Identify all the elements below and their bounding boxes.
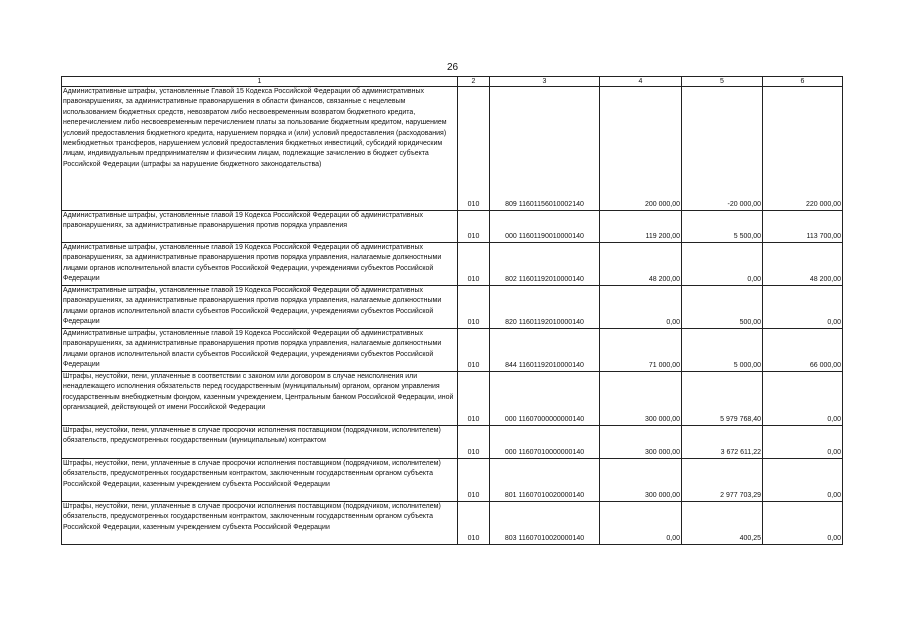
budget-revenue-table xyxy=(61,76,843,545)
budget-code-cell: 809 11601156010002140 xyxy=(490,87,600,211)
revenue-name-cell: Административные штрафы, установленные главой 19 Кодекса Российской Федерации об административных правонарушениях, за административные правонарушения против порядка управления, налагаемые должностными лицами органов исполнительной власти субъектов Российской Федерации, учреждениями субъектов Российской Федерации xyxy=(62,243,458,286)
revenue-name-cell: Штрафы, неустойки, пени, уплаченные в случае просрочки исполнения поставщиком (подрядчиком, исполнителем) обязательств, предусмотренных государственным контрактом, заключенным государственным органом субъекта Российской Федерации, казенным учреждением субъекта Российской Федерации xyxy=(62,459,458,502)
budget-code-cell: 820 11601192010000140 xyxy=(490,286,600,329)
value-cell-col4: 71 000,00 xyxy=(600,329,682,372)
budget-code-cell: 000 11607010000000140 xyxy=(490,426,600,459)
line-code-cell: 010 xyxy=(458,211,490,243)
page-number: 26 xyxy=(446,62,459,73)
budget-code-cell: 000 11601190010000140 xyxy=(490,211,600,243)
value-cell-col4: 119 200,00 xyxy=(600,211,682,243)
table-row xyxy=(62,286,843,329)
revenue-name-cell: Административные штрафы, установленные главой 19 Кодекса Российской Федерации об административных правонарушениях, за административные правонарушения против порядка управления, налагаемые должностными лицами органов исполнительной власти субъектов Российской Федерации, учреждениями субъектов Российской Федерации xyxy=(62,286,458,329)
value-cell-col6: 113 700,00 xyxy=(763,211,843,243)
table-row xyxy=(62,243,843,286)
value-cell-col4: 0,00 xyxy=(600,286,682,329)
line-code-cell: 010 xyxy=(458,329,490,372)
budget-code-cell: 000 11607000000000140 xyxy=(490,372,600,426)
column-header: 1 xyxy=(62,77,458,87)
revenue-name-cell: Административные штрафы, установленные Главой 15 Кодекса Российской Федерации об административных правонарушениях, за административные правонарушения в области финансов, связанные с нецелевым использованием бюджетных средств, невозвратом либо несвоевременным возвратом бюджетного кредита, неперечислением либо несвоевременным перечислением платы за пользование бюджетным кредитом, нарушением условий предоставления бюджетного кредита, нарушением порядка и (или) условий предоставления (расходования) межбюджетных трансферов, нарушением условий предоставления бюджетных инвестиций, субсидий юридическим лицам, индивидуальным предпринимателям и физическим лицам, подлежащие зачислению в бюджет субъекта Российской Федерации (штрафы за нарушение бюджетного законодательства) xyxy=(62,87,458,211)
line-code-cell: 010 xyxy=(458,459,490,502)
table-row xyxy=(62,211,843,243)
value-cell-col4: 300 000,00 xyxy=(600,459,682,502)
table-row xyxy=(62,459,843,502)
column-header: 3 xyxy=(490,77,600,87)
revenue-name-cell: Административные штрафы, установленные главой 19 Кодекса Российской Федерации об административных правонарушениях, за административные правонарушения против порядка управления xyxy=(62,211,458,243)
value-cell-col4: 300 000,00 xyxy=(600,372,682,426)
value-cell-col5: 5 979 768,40 xyxy=(682,372,763,426)
table-row xyxy=(62,502,843,545)
value-cell-col5: 500,00 xyxy=(682,286,763,329)
line-code-cell: 010 xyxy=(458,286,490,329)
budget-code-cell: 802 11601192010000140 xyxy=(490,243,600,286)
revenue-name-cell: Штрафы, неустойки, пени, уплаченные в случае просрочки исполнения поставщиком (подрядчиком, исполнителем) обязательств, предусмотренных государственным контрактом, заключенным государственным органом субъекта Российской Федерации, казенным учреждением субъекта Российской Федерации xyxy=(62,502,458,545)
value-cell-col5: 0,00 xyxy=(682,243,763,286)
value-cell-col5: 5 000,00 xyxy=(682,329,763,372)
value-cell-col6: 0,00 xyxy=(763,426,843,459)
value-cell-col5: 2 977 703,29 xyxy=(682,459,763,502)
value-cell-col6: 220 000,00 xyxy=(763,87,843,211)
value-cell-col6: 0,00 xyxy=(763,286,843,329)
value-cell-col5: 5 500,00 xyxy=(682,211,763,243)
value-cell-col6: 48 200,00 xyxy=(763,243,843,286)
column-header: 5 xyxy=(682,77,763,87)
line-code-cell: 010 xyxy=(458,502,490,545)
revenue-name-cell: Штрафы, неустойки, пени, уплаченные в случае просрочки исполнения поставщиком (подрядчиком, исполнителем) обязательств, предусмотренных государственным (муниципальным) контрактом xyxy=(62,426,458,459)
column-number-row xyxy=(62,77,843,87)
value-cell-col5: 400,25 xyxy=(682,502,763,545)
value-cell-col4: 0,00 xyxy=(600,502,682,545)
line-code-cell: 010 xyxy=(458,372,490,426)
line-code-cell: 010 xyxy=(458,426,490,459)
value-cell-col6: 66 000,00 xyxy=(763,329,843,372)
table-row xyxy=(62,372,843,426)
line-code-cell: 010 xyxy=(458,87,490,211)
table-row xyxy=(62,329,843,372)
value-cell-col5: -20 000,00 xyxy=(682,87,763,211)
value-cell-col4: 48 200,00 xyxy=(600,243,682,286)
value-cell-col6: 0,00 xyxy=(763,372,843,426)
table-row xyxy=(62,87,843,211)
value-cell-col4: 200 000,00 xyxy=(600,87,682,211)
line-code-cell: 010 xyxy=(458,243,490,286)
value-cell-col4: 300 000,00 xyxy=(600,426,682,459)
budget-code-cell: 801 11607010020000140 xyxy=(490,459,600,502)
budget-code-cell: 844 11601192010000140 xyxy=(490,329,600,372)
value-cell-col5: 3 672 611,22 xyxy=(682,426,763,459)
revenue-name-cell: Административные штрафы, установленные главой 19 Кодекса Российской Федерации об административных правонарушениях, за административные правонарушения против порядка управления, налагаемые должностными лицами органов исполнительной власти субъектов Российской Федерации, учреждениями субъектов Российской Федерации xyxy=(62,329,458,372)
budget-code-cell: 803 11607010020000140 xyxy=(490,502,600,545)
table-row xyxy=(62,426,843,459)
revenue-name-cell: Штрафы, неустойки, пени, уплаченные в соответствии с законом или договором в случае неисполнения или ненадлежащего исполнения обязательств перед государственным (муниципальным) органом, органом управления государственным внебюджетным фондом, казенным учреждением, Центральным банком Российской Федерации, иной организацией, действующей от имени Российской Федерации xyxy=(62,372,458,426)
column-header: 6 xyxy=(763,77,843,87)
value-cell-col6: 0,00 xyxy=(763,502,843,545)
column-header: 4 xyxy=(600,77,682,87)
value-cell-col6: 0,00 xyxy=(763,459,843,502)
column-header: 2 xyxy=(458,77,490,87)
